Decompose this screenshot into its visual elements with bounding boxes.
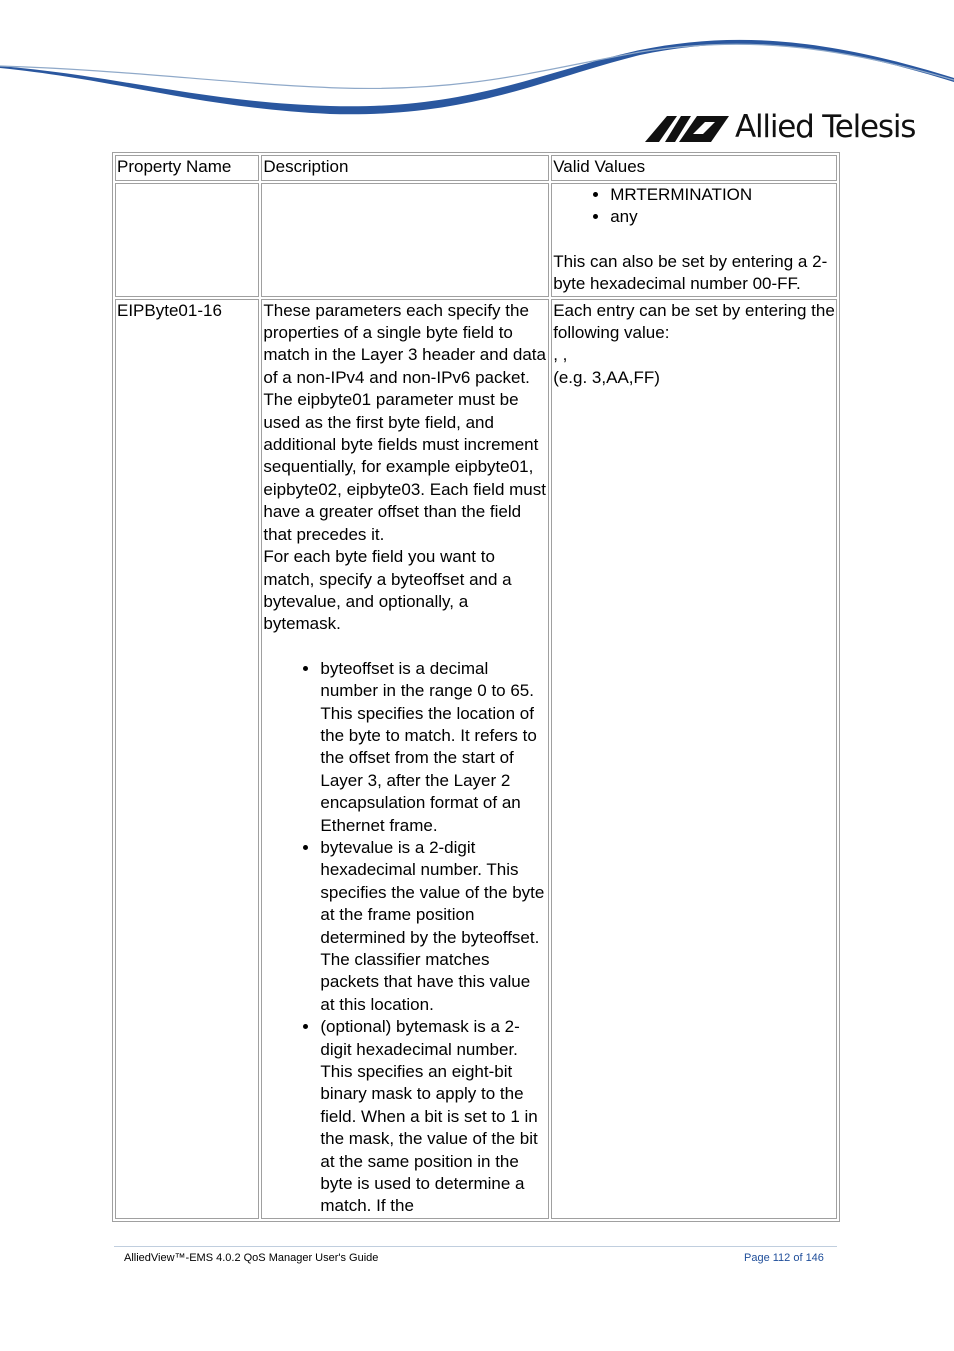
- cell-valid-values: [551, 183, 837, 297]
- allied-telesis-logo: [645, 108, 916, 148]
- footer-rule: [114, 1246, 837, 1247]
- header-valid-values: Valid Values: [551, 155, 837, 181]
- cell-description: [261, 183, 549, 297]
- header-description: Description: [261, 155, 549, 181]
- list-item: • (optional) bytemask is a 2-digit hexadecimal number. This specifies an eight-bit binary mask to apply to the field. When a bit is set to 1 in the mask, the value of the bit at the same position in the byte is used to determine a match. If the: [320, 1016, 547, 1218]
- footer-page-number: Page 112 of 146: [744, 1252, 824, 1264]
- table-row: [115, 183, 837, 297]
- cell-description: [261, 299, 549, 1219]
- description-bullet-list: [263, 658, 547, 1218]
- cell-property: EIPByte01-16: [115, 299, 259, 1219]
- table-row: [115, 299, 837, 1219]
- valid-values-note: This can also be set by entering a 2-byte hexadecimal number 00-FF.: [553, 251, 828, 294]
- valid-values-line: (e.g. 3,AA,FF): [553, 367, 660, 387]
- description-paragraph: For each byte field you want to match, specify a byteoffset and a bytevalue, and optionally, a bytemask.: [263, 547, 512, 634]
- table-header-row: [115, 155, 837, 181]
- list-item: • MRTERMINATION: [610, 184, 835, 206]
- valid-values-list: [553, 184, 835, 229]
- logo-text: Allied Telesis: [735, 109, 916, 145]
- header-property-name: Property Name: [115, 155, 259, 181]
- list-item: • any: [610, 206, 835, 228]
- properties-table: [112, 152, 840, 1222]
- list-item: • byteoffset is a decimal number in the range 0 to 65. This specifies the location of the byte to match. It refers to the offset from the start of Layer 3, after the Layer 2 encapsulation format of an Ethernet frame.: [320, 658, 547, 837]
- list-item: • bytevalue is a 2-digit hexadecimal number. This specifies the value of the byte at the frame position determined by the byteoffset. The classifier matches packets that have this value at this location.: [320, 837, 547, 1016]
- cell-valid-values: [551, 299, 837, 1219]
- footer-document-title: AlliedView™-EMS 4.0.2 QoS Manager User's Guide: [124, 1252, 379, 1264]
- valid-values-line: , ,: [553, 345, 568, 365]
- valid-values-line: Each entry can be set by entering the following value:: [553, 300, 835, 343]
- logo-mark-icon: [645, 112, 729, 146]
- cell-property: [115, 183, 259, 297]
- description-paragraph: These parameters each specify the properties of a single byte field to match in the Layer 3 header and data of a non-IPv4 and non-IPv6 packet. The eipbyte01 parameter must be used as the first byte field, and additional byte fields must increment sequentially, for example eipbyte01, eipbyte02, eipbyte03. Each field must have a greater offset than the field that precedes it.: [263, 300, 546, 544]
